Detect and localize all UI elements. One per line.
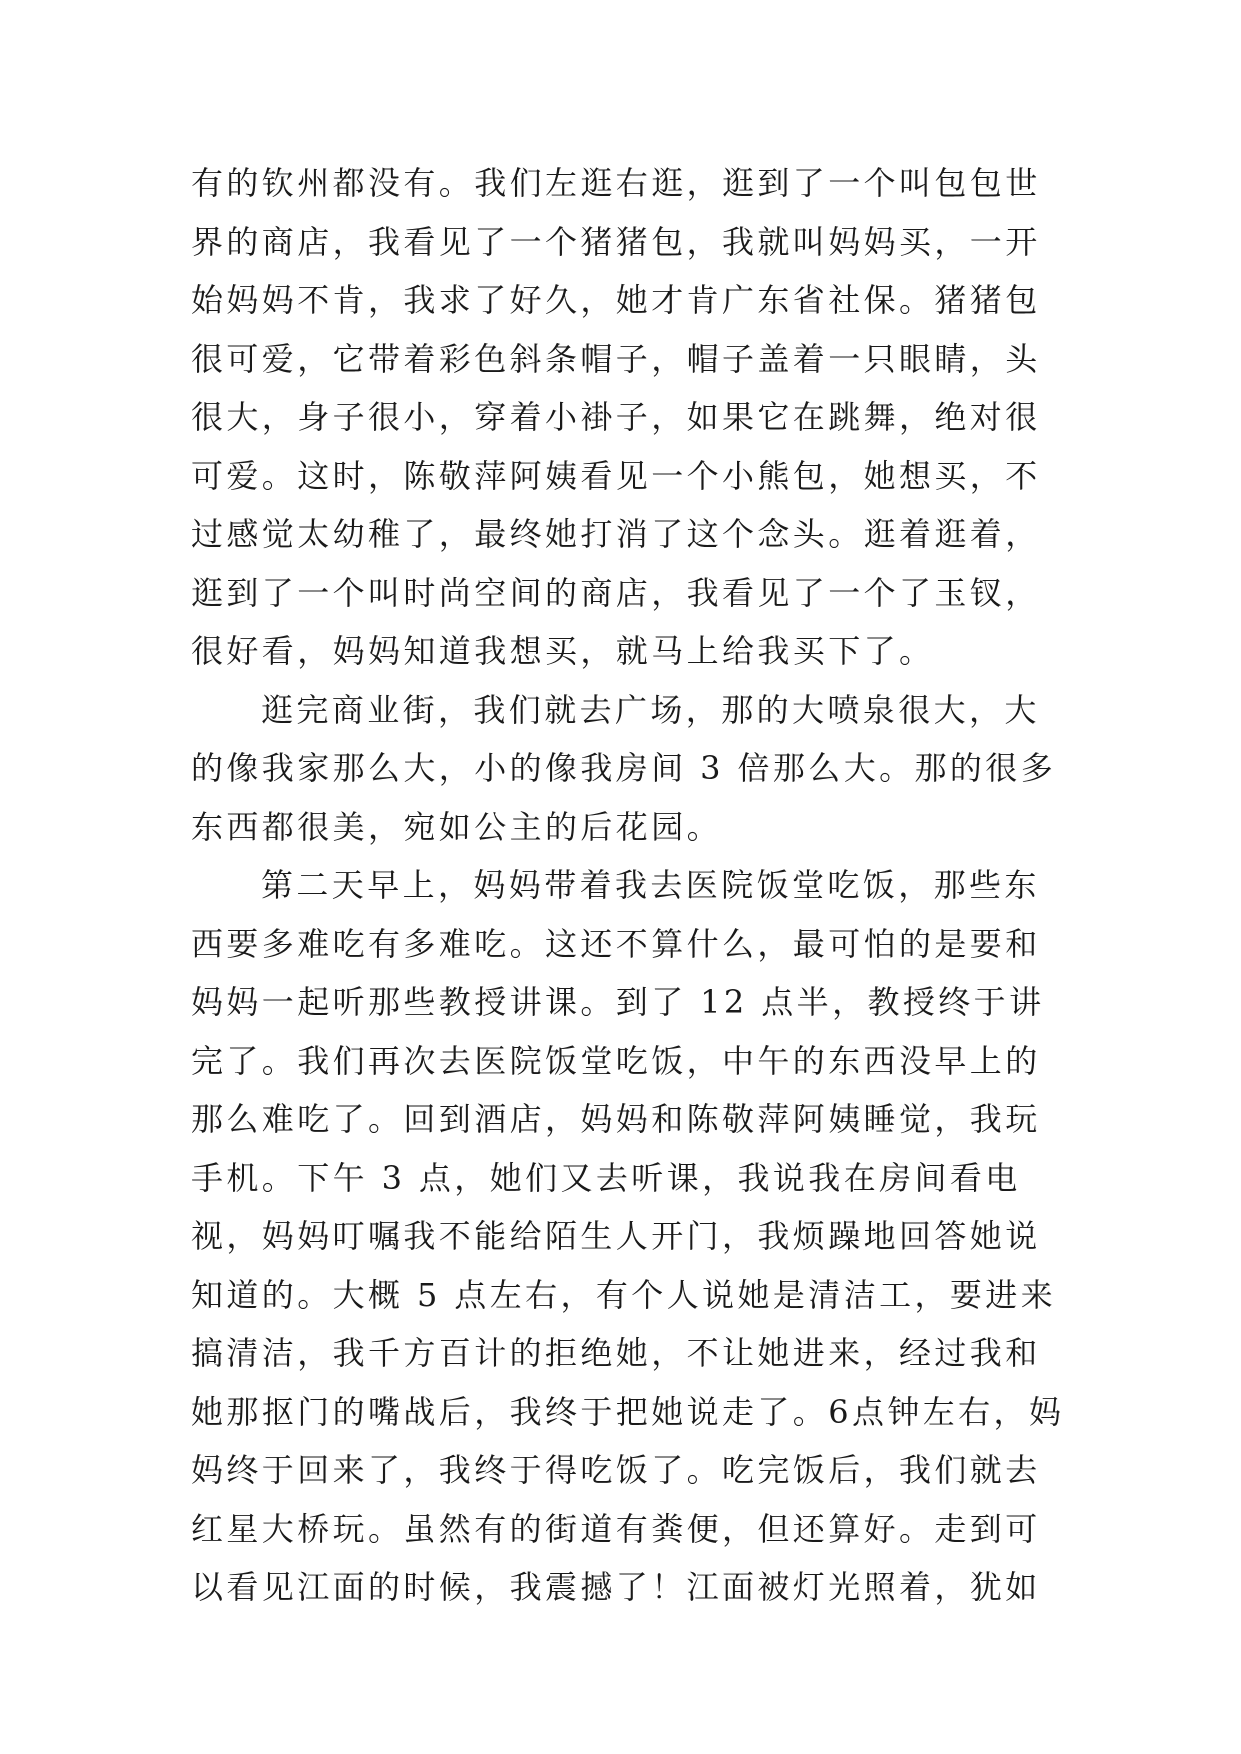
document-body — [191, 154, 1071, 1617]
paragraph-1: 有的钦州都没有。我们左逛右逛，逛到了一个叫包包世界的商店，我看见了一个猪猪包，我就叫妈妈买，一开始妈妈不肯，我求了好久，她才肯广东省社保。猪猪包很可爱，它带着彩色斜条帽子，帽子盖着一只眼睛，头很大，身子很小，穿着小褂子，如果它在跳舞，绝对很可爱。这时，陈敬萍阿姨看见一个小熊包，她想买，不过感觉太幼稚了，最终她打消了这个念头。逛着逛着，逛到了一个叫时尚空间的商店，我看见了一个了玉钗，很好看，妈妈知道我想买，就马上给我买下了。 — [191, 164, 1041, 670]
paragraph-3: 第二天早上，妈妈带着我去医院饭堂吃饭，那些东西要多难吃有多难吃。这还不算什么，最可怕的是要和妈妈一起听那些教授讲课。到了 12 点半，教授终于讲完了。我们再次去医院饭堂吃饭，中午的东西没早上的那么难吃了。回到酒店，妈妈和陈敬萍阿姨睡觉，我玩手机。下午 3 点，她们又去听课，我说我在房间看电视，妈妈叮嘱我不能给陌生人开门，我烦躁地回答她说知道的。大概 5 点左右，有个人说她是清洁工，要进来搞清洁，我千方百计的拒绝她，不让她进来，经过我和她那抠门的嘴战后，我终于把她说走了。6点钟左右，妈妈终于回来了，我终于得吃饭了。吃完饭后，我们就去红星大桥玩。虽然有的街道有粪便，但还算好。走到可以看见江面的时候，我震撼了！江面被灯光照着，犹如 — [191, 866, 1065, 1606]
paragraph-2: 逛完商业街，我们就去广场，那的大喷泉很大，大的像我家那么大，小的像我房间 3 倍那么大。那的很多东西都很美，宛如公主的后花园。 — [191, 690, 1057, 846]
